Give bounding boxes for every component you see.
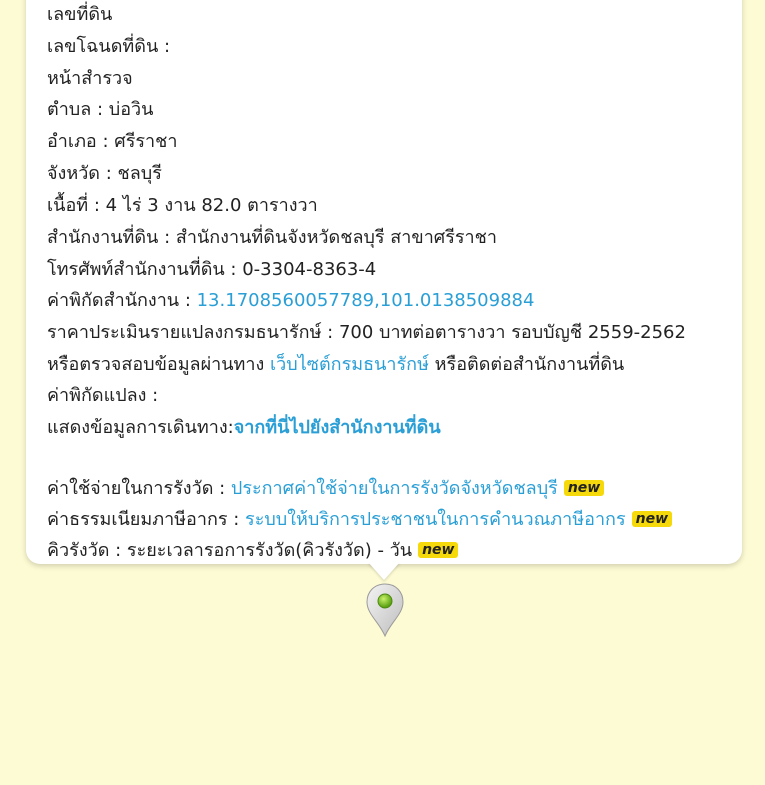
phone-label: โทรศัพท์สำนักงานที่ดิน : xyxy=(47,259,243,280)
phone-value: 0-3304-8363-4 xyxy=(242,259,377,280)
queue-label: คิวรังวัด : xyxy=(47,540,127,561)
appraisal-value: 700 บาทต่อตารางวา รอบบัญชี 2559-2562 xyxy=(338,322,686,343)
route-label: แสดงข้อมูลการเดินทาง: xyxy=(47,417,234,438)
office-coord-row xyxy=(47,288,534,314)
tax-row xyxy=(47,507,672,533)
appraisal-row xyxy=(47,320,686,346)
appraisal-label: ราคาประเมินรายแปลงกรมธนารักษ์ : xyxy=(47,322,339,343)
check-suffix: หรือติดต่อสำนักงานที่ดิน xyxy=(428,354,625,375)
fee-link[interactable]: ประกาศค่าใช้จ่ายในการรังวัดจังหวัดชลบุรี xyxy=(230,478,558,499)
route-row xyxy=(47,415,441,441)
district-row xyxy=(47,129,177,155)
province-value: ชลบุรี xyxy=(117,163,162,184)
land-no-label: เลขที่ดิน xyxy=(47,4,113,25)
deed-no-label: เลขโฉนดที่ดิน : xyxy=(47,36,171,57)
area-value: 4 ไร่ 3 งาน 82.0 ตารางวา xyxy=(105,195,318,216)
check-prefix: หรือตรวจสอบข้อมูลผ่านทาง xyxy=(47,354,271,375)
map-pin-icon[interactable] xyxy=(365,582,405,638)
queue-value: ระยะเวลารอการรังวัด(คิวรังวัด) - วัน xyxy=(126,540,413,561)
fee-row xyxy=(47,476,604,502)
office-row xyxy=(47,225,497,251)
district-value: ศรีราชา xyxy=(114,131,178,152)
subdistrict-label: ตำบล : xyxy=(47,99,109,120)
province-row xyxy=(47,161,162,187)
subdistrict-row xyxy=(47,97,153,123)
survey-page-label: หน้าสำรวจ xyxy=(47,68,133,89)
parcel-coord-row xyxy=(47,383,158,409)
survey-page-row xyxy=(47,66,133,92)
area-label: เนื้อที่ : xyxy=(47,195,106,216)
deed-no-row xyxy=(47,34,170,60)
area-row xyxy=(47,193,318,219)
new-badge: new xyxy=(632,511,672,527)
check-row xyxy=(47,352,624,378)
phone-row xyxy=(47,257,376,283)
tax-link[interactable]: ระบบให้บริการประชาชนในการคำนวณภาษีอากร xyxy=(245,509,626,530)
office-label: สำนักงานที่ดิน : xyxy=(47,227,176,248)
office-coord-link[interactable]: 13.1708560057789,101.0138509884 xyxy=(196,290,535,311)
parcel-coord-label: ค่าพิกัดแปลง : xyxy=(47,385,159,406)
office-value: สำนักงานที่ดินจังหวัดชลบุรี สาขาศรีราชา xyxy=(175,227,497,248)
province-label: จังหวัด : xyxy=(47,163,118,184)
office-coord-label: ค่าพิกัดสำนักงาน : xyxy=(47,290,197,311)
subdistrict-value: บ่อวิน xyxy=(108,99,154,120)
fee-label: ค่าใช้จ่ายในการรังวัด : xyxy=(47,478,231,499)
tax-label: ค่าธรรมเนียมภาษีอากร : xyxy=(47,509,246,530)
queue-row xyxy=(47,538,458,564)
route-link[interactable]: จากที่นี่ไปยังสำนักงานที่ดิน xyxy=(233,417,441,438)
district-label: อำเภอ : xyxy=(47,131,115,152)
popup-pointer xyxy=(368,562,400,580)
treasury-website-link[interactable]: เว็บไซต์กรมธนารักษ์ xyxy=(270,354,429,375)
new-badge: new xyxy=(564,480,604,496)
land-no-row xyxy=(47,2,112,28)
new-badge: new xyxy=(418,542,458,558)
